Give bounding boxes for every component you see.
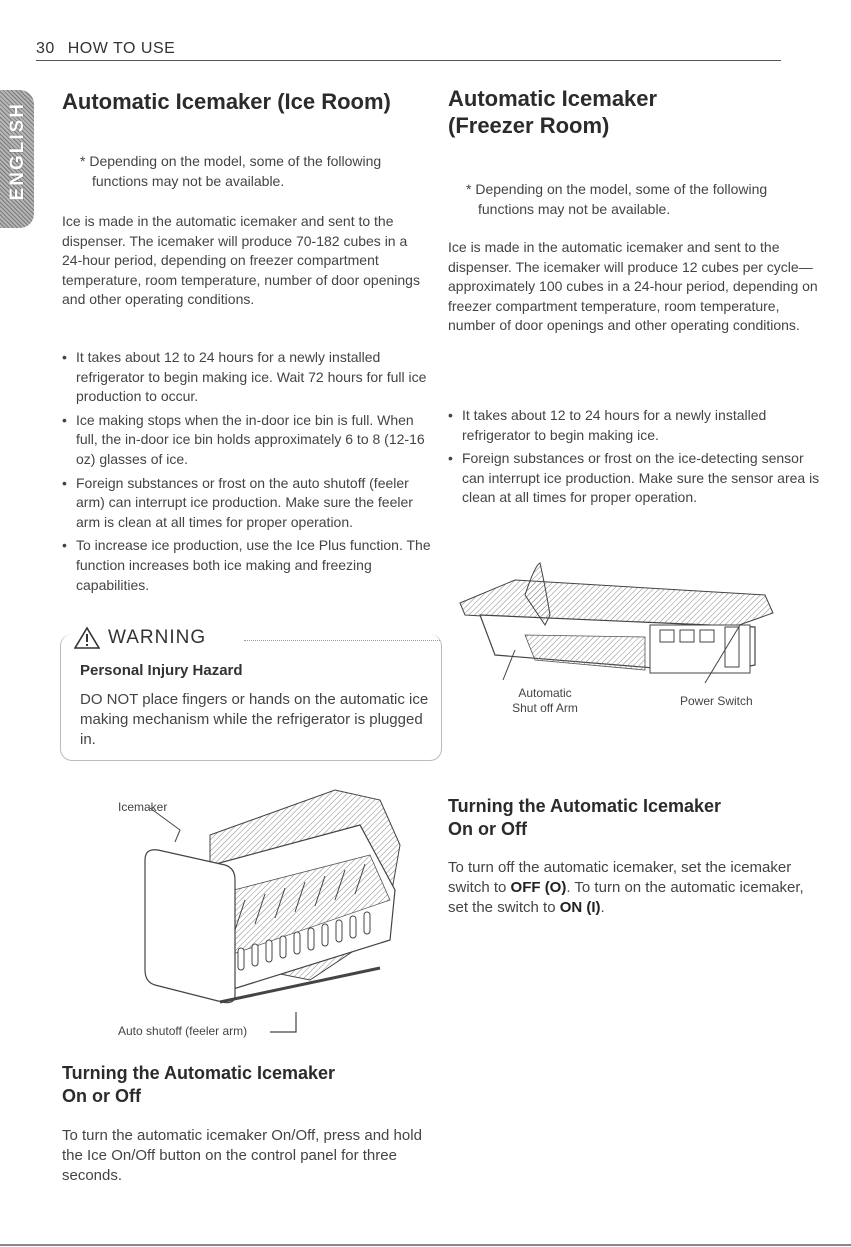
left-bullet-list (62, 348, 432, 599)
freezer-icemaker-illustration (455, 555, 785, 685)
on-label: ON (I) (559, 899, 601, 916)
left-availability-note: * Depending on the model, some of the following functions may not be available. (80, 153, 382, 189)
right-title-line2: (Freezer Room) (448, 113, 610, 138)
right-onoff-text-part2: . To turn on the automatic icemaker, set the switch to (448, 879, 804, 916)
warning-header (74, 624, 212, 652)
section-title: HOW TO USE (67, 40, 176, 57)
left-onoff-text: To turn the automatic icemaker On/Off, press and hold the Ice On/Off button on the control panel for three seconds. (62, 1127, 422, 1184)
right-onoff-text-part1: To turn off the automatic icemaker, set the icemaker switch to (448, 859, 792, 896)
shut-off-arm-label (480, 686, 610, 716)
right-onoff-text (448, 858, 823, 918)
list-item: • It takes about 12 to 24 hours for a newly installed refrigerator to begin making ice. (448, 406, 820, 445)
warning-title: Personal Injury Hazard (80, 662, 243, 679)
list-item: • Foreign substances or frost on the auto shutoff (feeler arm) can interrupt ice production. Make sure the feeler arm is clean at all times for proper operation. (62, 474, 432, 533)
right-onoff-text-part3: . (600, 899, 605, 916)
list-item: • Ice making stops when the in-door ice bin is full. When full, the in-door ice bin holds approximately 6 to 8 (12-16 oz) glasses of ice. (62, 411, 432, 470)
right-onoff-title (448, 795, 828, 841)
left-onoff-title-line1: Turning the Automatic Icemaker (62, 1063, 336, 1083)
list-item: • To increase ice production, use the Ice Plus function. The function increases both ice making and freezing capabilities. (62, 536, 432, 595)
shut-off-arm-label-line2: Shut off Arm (512, 701, 578, 715)
right-onoff-title-line1: Turning the Automatic Icemaker (448, 796, 722, 816)
warning-label: WARNING (108, 627, 207, 648)
list-item: • Foreign substances or frost on the ice-detecting sensor can interrupt ice production. Make sure the sensor area is clean at all times for proper operation. (448, 449, 820, 508)
right-title (448, 85, 828, 139)
right-bullet-list (448, 406, 820, 512)
left-intro-paragraph: Ice is made in the automatic icemaker and sent to the dispenser. The icemaker will produce 70-182 cubes in a 24-hour period, depending on freezer compartment temperature, room temperature, number of door openings and other operating conditions. (62, 213, 420, 308)
power-switch-label: Power Switch (680, 694, 753, 708)
page-header (36, 40, 816, 58)
shut-off-arm-label-line1: Automatic (518, 686, 572, 700)
language-tab-label: ENGLISH (7, 102, 28, 201)
left-onoff-title (62, 1062, 442, 1108)
icemaker-label: Icemaker (118, 800, 168, 814)
left-title: Automatic Icemaker (Ice Room) (62, 89, 391, 114)
right-availability-note: * Depending on the model, some of the following functions may not be available. (466, 181, 768, 217)
icemaker-illustration (100, 780, 440, 1040)
off-label: OFF (O) (510, 879, 567, 896)
right-title-line1: Automatic Icemaker (448, 86, 658, 111)
auto-shutoff-label: Auto shutoff (feeler arm) (118, 1024, 248, 1038)
bottom-divider (0, 1244, 851, 1246)
warning-triangle-icon (74, 626, 100, 650)
language-tab (0, 90, 34, 228)
right-onoff-title-line2: On or Off (448, 819, 527, 839)
page-number: 30 (36, 40, 55, 57)
left-onoff-title-line2: On or Off (62, 1086, 141, 1106)
list-item: • It takes about 12 to 24 hours for a newly installed refrigerator to begin making ice. Wait 72 hours for full ice production to occur. (62, 348, 432, 407)
header-divider (36, 60, 781, 61)
right-intro-paragraph: Ice is made in the automatic icemaker and sent to the dispenser. The icemaker will produce 12 cubes per cycle—approximately 100 cubes in a 24-hour period, depending on freezer compartment temperature, room temperature, number of door openings and other operating conditions. (448, 239, 818, 334)
warning-divider (244, 640, 440, 641)
warning-text: DO NOT place fingers or hands on the automatic ice making mechanism while the refrigerator is plugged in. (80, 691, 429, 748)
